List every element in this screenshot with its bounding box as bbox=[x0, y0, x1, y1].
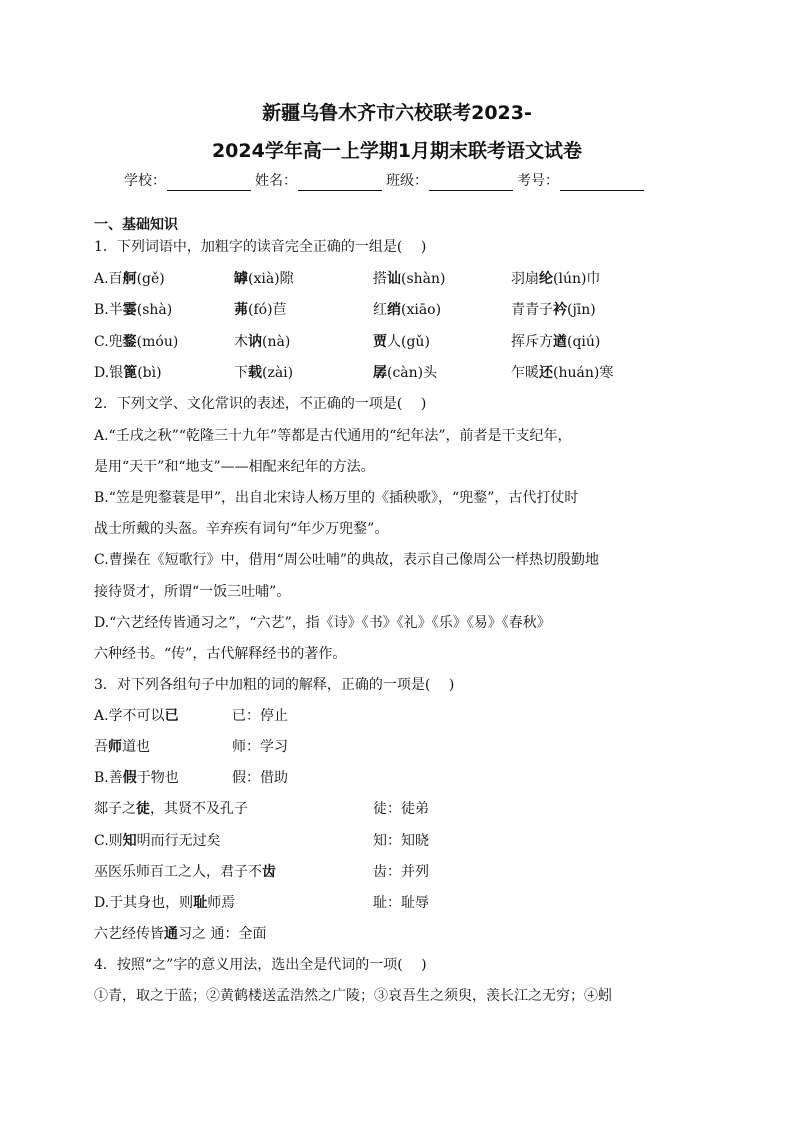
exam-title-line-1: 新疆乌鲁木齐市六校联考2023- bbox=[262, 102, 532, 124]
q3-option-a-sentence-1: A.学不可以已 bbox=[94, 708, 179, 724]
section-heading: 一、基础知识 bbox=[94, 217, 178, 233]
q1-option-b-word-2: 茀(fó)苣 bbox=[234, 302, 287, 318]
q1-option-d-word-4: 乍暖还(huán)寒 bbox=[511, 365, 614, 381]
q1-option-a-word-2: 罅(xià)隙 bbox=[234, 271, 294, 287]
q1-option-c-word-4: 挥斥方遒(qiú) bbox=[511, 334, 601, 350]
q1-option-d: D.银篦(bì) bbox=[94, 365, 162, 381]
q3-option-d-sentence-1: D.于其身也，则耻师焉 bbox=[94, 895, 236, 911]
q3-option-a-explanation-2: 师：学习 bbox=[232, 739, 288, 755]
name-label: 姓名： bbox=[255, 173, 297, 189]
q2-option-a-line-2: 是用“天干”和“地支”——相配来纪年的方法。 bbox=[94, 459, 375, 475]
question-2-stem: 2．下列文学、文化常识的表述，不正确的一项是( ) bbox=[94, 396, 427, 412]
q1-option-a-word-3: 搭讪(shàn) bbox=[373, 271, 446, 287]
q1-option-d-word-3: 孱(càn)头 bbox=[373, 365, 438, 381]
name-field[interactable] bbox=[298, 176, 382, 191]
exam-title-line-2: 2024学年高一上学期1月期末联考语文试卷 bbox=[211, 140, 583, 162]
q3-option-c-explanation-1: 知：知晓 bbox=[373, 833, 429, 849]
class-field[interactable] bbox=[429, 176, 513, 191]
school-field[interactable] bbox=[167, 176, 251, 191]
q2-option-d-line-2: 六种经书。“传”，古代解释经书的著作。 bbox=[94, 646, 347, 662]
q3-option-b-sentence-2: 郯子之徒，其贤不及孔子 bbox=[94, 801, 248, 817]
q1-option-c-word-2: 木讷(nà) bbox=[234, 334, 291, 350]
q2-option-c-line-2: 接待贤才，所谓“一饭三吐哺”。 bbox=[94, 584, 291, 600]
question-4-stem: 4．按照“之”字的意义用法，选出全是代词的一项( ) bbox=[94, 957, 427, 973]
q2-option-c-line-1: C.曹操在《短歌行》中，借用“周公吐哺”的典故，表示自己像周公一样热切殷勤地 bbox=[94, 552, 599, 568]
exam-number-field[interactable] bbox=[560, 176, 644, 191]
q1-option-c: C.兜鍪(móu) bbox=[94, 334, 179, 350]
q3-option-b-explanation-1: 假：借助 bbox=[232, 770, 288, 786]
q4-content-line-1: ①青，取之于蓝；②黄鹤楼送孟浩然之广陵；③哀吾生之须臾，羡长江之无穷；④蚓 bbox=[94, 988, 612, 1004]
q2-option-b-line-2: 战士所戴的头盔。辛弃疾有词句“年少万兜鍪”。 bbox=[94, 521, 389, 537]
q3-option-c-explanation-2: 齿：并列 bbox=[373, 864, 429, 880]
q1-option-a-word-4: 羽扇纶(lún)巾 bbox=[511, 271, 601, 287]
q3-option-c-sentence-2: 巫医乐师百工之人，君子不齿 bbox=[94, 864, 276, 880]
student-info-row bbox=[124, 171, 648, 191]
q2-option-d-line-1: D.“六艺经传皆通习之”，“六艺”，指《诗》《书》《礼》《乐》《易》《春秋》 bbox=[94, 615, 551, 631]
q3-option-b-sentence-1: B.善假于物也 bbox=[94, 770, 179, 786]
school-label: 学校： bbox=[124, 173, 166, 189]
q1-option-b-word-4: 青青子衿(jīn) bbox=[511, 302, 596, 318]
q3-option-a-sentence-2: 吾师道也 bbox=[94, 739, 150, 755]
exam-number-label: 考号： bbox=[517, 173, 559, 189]
q1-option-b: B.半霎(shà) bbox=[94, 302, 173, 318]
q1-option-c-word-3: 贾人(gǔ) bbox=[373, 334, 430, 350]
q2-option-a-line-1: A.“壬戌之秋”“乾隆三十九年”等都是古代通用的“纪年法”，前者是干支纪年， bbox=[94, 428, 572, 444]
q1-option-a: A.百舸(gě) bbox=[94, 271, 165, 287]
question-3-stem: 3．对下列各组句子中加粗的词的解释，正确的一项是( ) bbox=[94, 677, 455, 693]
q1-option-d-word-2: 下载(zài) bbox=[234, 365, 294, 381]
q3-option-c-sentence-1: C.则知明而行无过矣 bbox=[94, 833, 221, 849]
question-1-stem: 1．下列词语中，加粗字的读音完全正确的一组是( ) bbox=[94, 239, 427, 255]
q3-option-d-sentence-2: 六艺经传皆通习之 通：全面 bbox=[94, 926, 267, 942]
q3-option-b-explanation-2: 徒：徒弟 bbox=[373, 801, 429, 817]
q3-option-d-explanation-1: 耻：耻辱 bbox=[373, 895, 429, 911]
class-label: 班级： bbox=[386, 173, 428, 189]
q2-option-b-line-1: B.“笠是兜鍪蓑是甲”，出自北宋诗人杨万里的《插秧歌》，“兜鍪”，古代打仗时 bbox=[94, 490, 579, 506]
q1-option-b-word-3: 红绡(xiāo) bbox=[373, 302, 442, 318]
q3-option-a-explanation-1: 已：停止 bbox=[232, 708, 288, 724]
